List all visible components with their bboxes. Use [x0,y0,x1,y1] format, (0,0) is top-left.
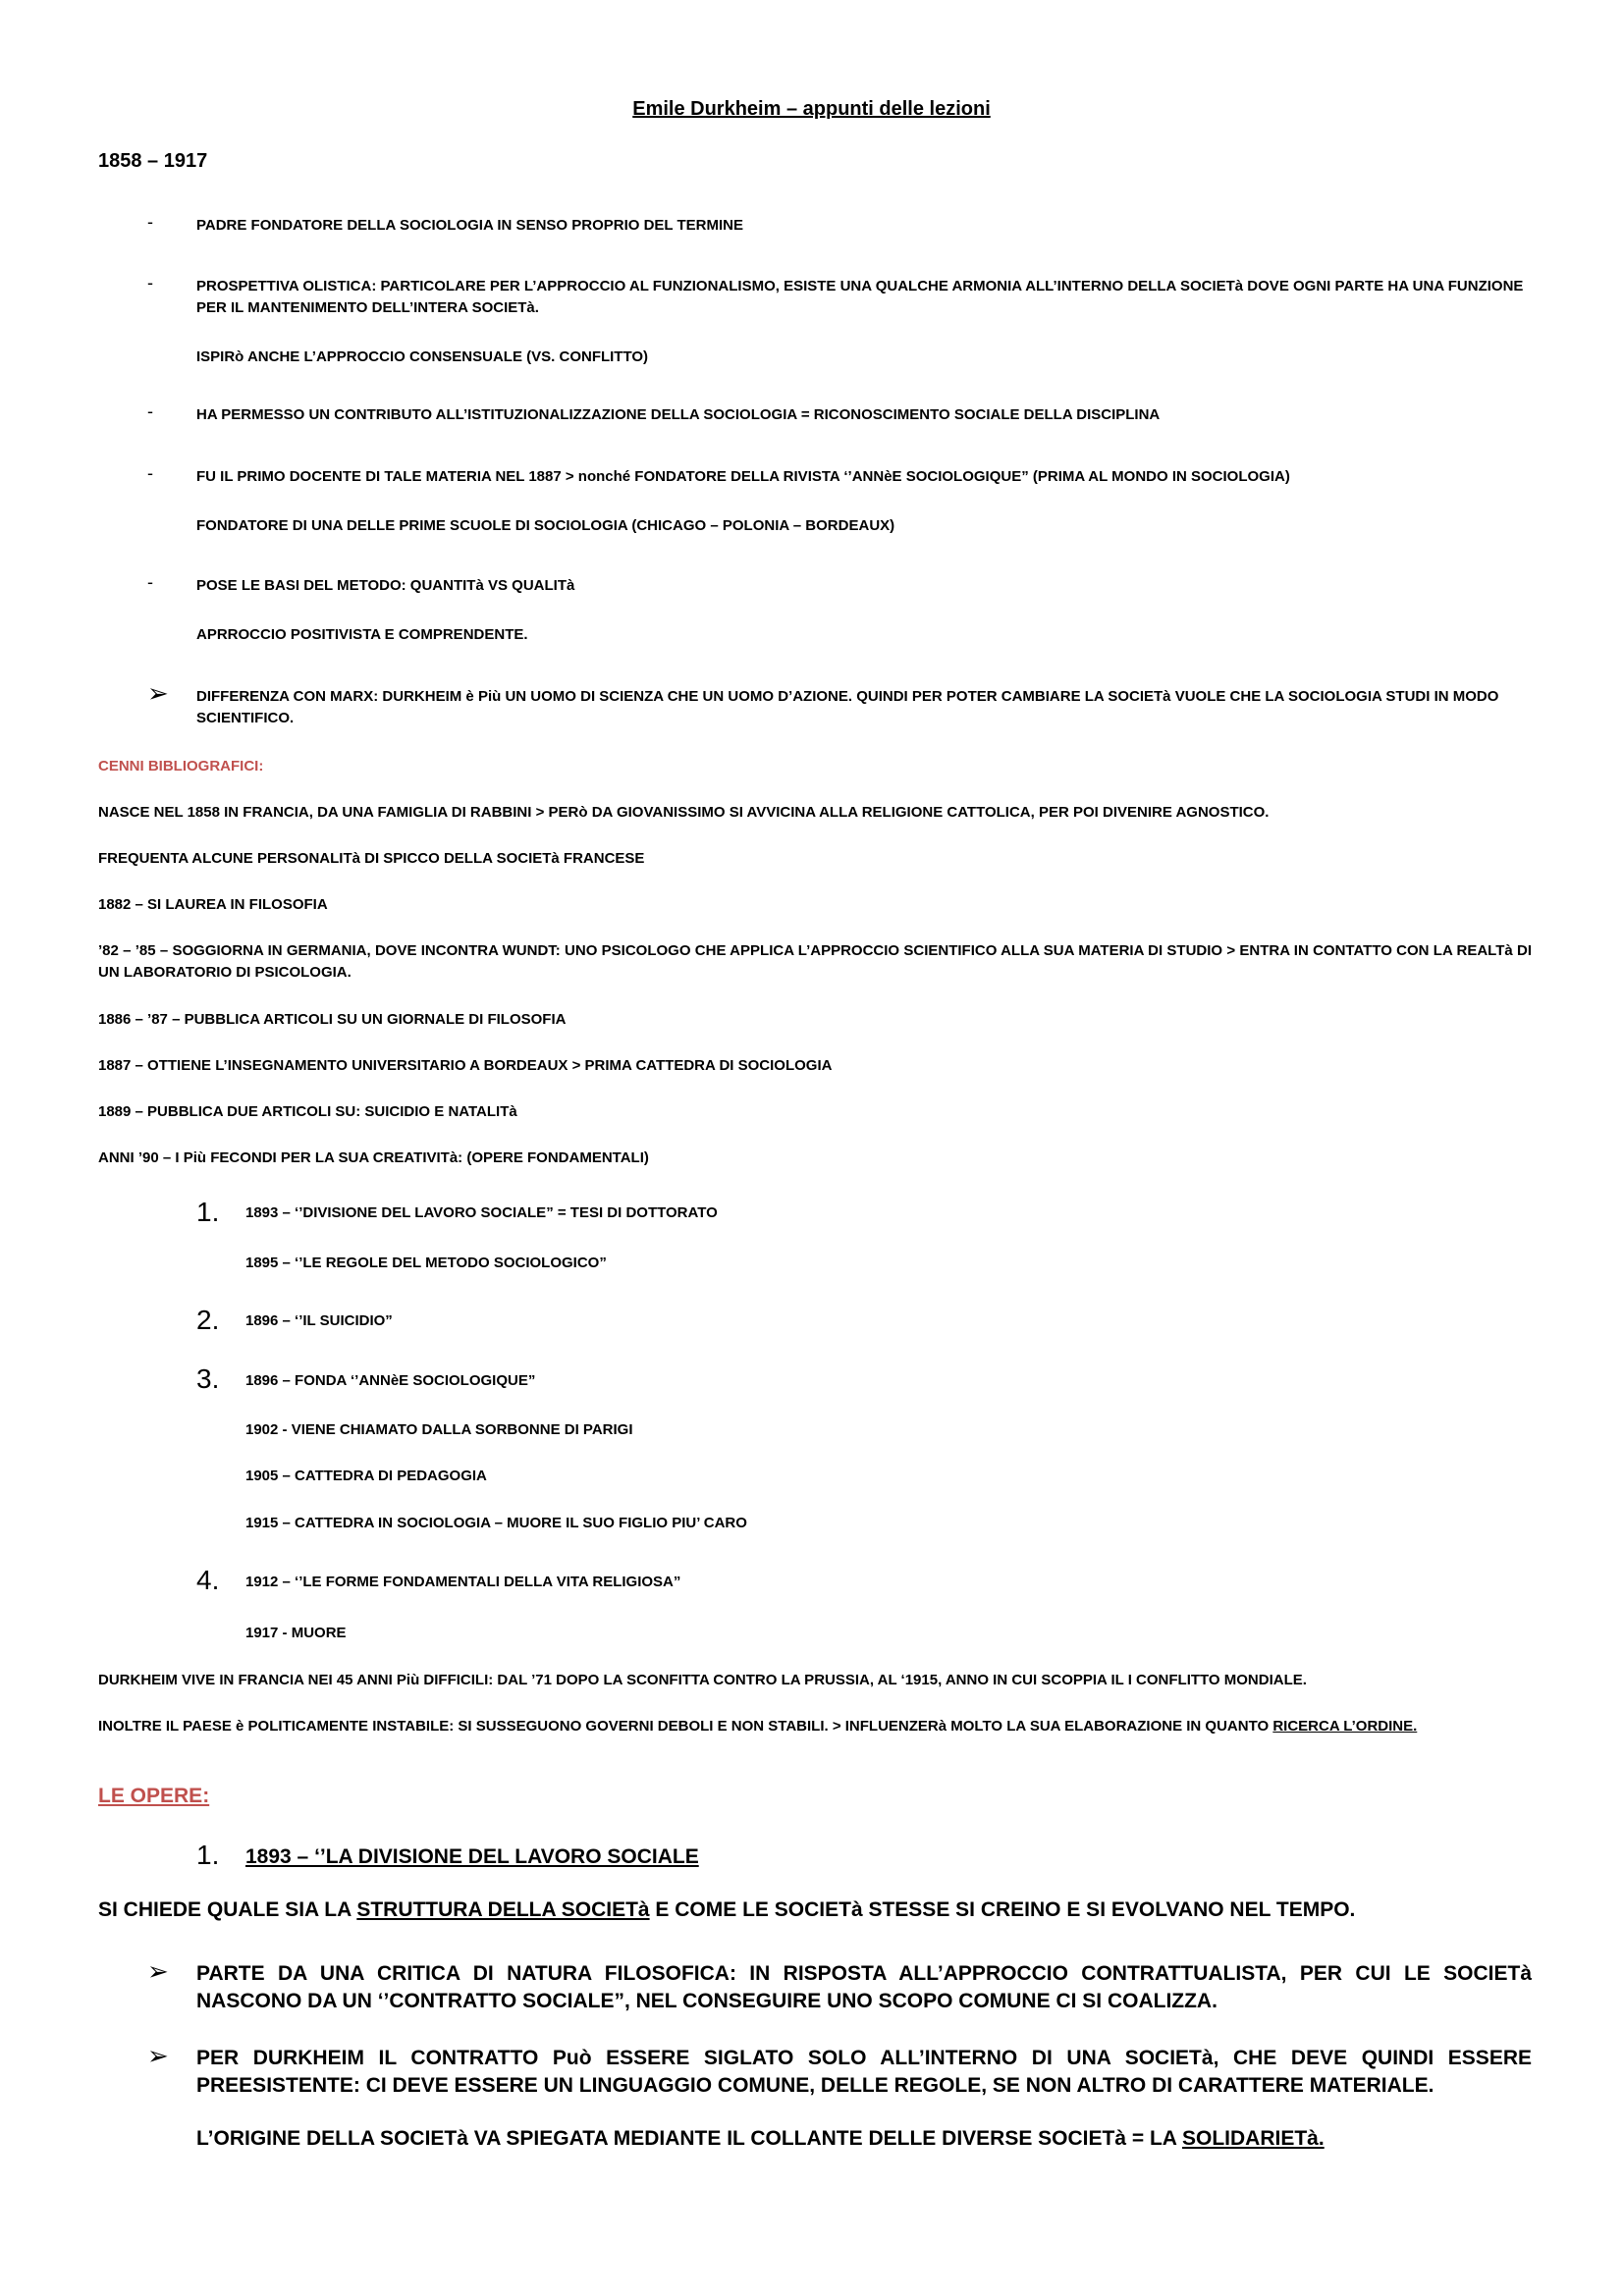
dash-marker: - [147,273,153,293]
list-number: 1. [196,1197,220,1227]
bullet-subline: APRROCCIO POSITIVISTA E COMPRENDENTE. [196,626,528,643]
list-number: 2. [196,1305,220,1335]
works-item: 1896 – FONDA ‘’ANNèE SOCIOLOGIQUE” [245,1372,536,1389]
dash-marker: - [147,401,153,421]
biography-line: 1886 – ’87 – PUBBLICA ARTICOLI SU UN GIORNALE DI FILOSOFIA [98,1011,567,1028]
opere-point: PARTE DA UNA CRITICA DI NATURA FILOSOFICA: IN RISPOSTA ALL’APPROCCIO CONTRATTUALISTA, PER CUI LE SOCIETà NASCONO DA UN ‘’CONTRATTO SOCIALE”, NEL CONSEGUIRE UNO SCOPO COMUNE CI SI COALIZZA. [196,1962,1532,2012]
works-item: 1896 – ‘’IL SUICIDIO” [245,1312,393,1329]
life-dates: 1858 – 1917 [98,150,208,172]
bullet-item: DIFFERENZA CON MARX: DURKHEIM è Più UN UOMO DI SCIENZA CHE UN UOMO D’AZIONE. QUINDI PER POTER CAMBIARE LA SOCIETà VUOLE CHE LA SOCIOLOGIA STUDI IN MODO SCIENTIFICO. [196,688,1499,726]
opere-point [196,2125,1532,2153]
question-text: SI CHIEDE QUALE SIA LA [98,1898,357,1921]
question-underlined: STRUTTURA DELLA SOCIETà [356,1898,650,1921]
biography-line: NASCE NEL 1858 IN FRANCIA, DA UNA FAMIGLIA DI RABBINI > PERò DA GIOVANISSIMO SI AVVICINA ALLA RELIGIONE CATTOLICA, PER POI DIVENIRE AGNOSTICO. [98,804,1270,821]
list-number: 3. [196,1363,220,1394]
biography-line: FREQUENTA ALCUNE PERSONALITà DI SPICCO DELLA SOCIETà FRANCESE [98,850,645,867]
list-number: 1. [196,1840,220,1870]
bullet-item: HA PERMESSO UN CONTRIBUTO ALL’ISTITUZIONALIZZAZIONE DELLA SOCIOLOGIA = RICONOSCIMENTO SOCIALE DELLA DISCIPLINA [196,406,1161,423]
point-underlined: SOLIDARIETà. [1182,2127,1325,2150]
bullet-item: PROSPETTIVA OLISTICA: PARTICOLARE PER L’APPROCCIO AL FUNZIONALISMO, ESISTE UNA QUALCHE ARMONIA ALL’INTERNO DELLA SOCIETà DOVE OGNI PARTE HA UNA FUNZIONE PER IL MANTENIMENTO DELL’INTERA SOCIETà. [196,278,1524,316]
context-text: INOLTRE IL PAESE è POLITICAMENTE INSTABILE: SI SUSSEGUONO GOVERNI DEBOLI E NON STABILI. > INFLUENZERà MOLTO LA SUA ELABORAZIONE IN QUANTO [98,1718,1273,1735]
bullet-subline: FONDATORE DI UNA DELLE PRIME SCUOLE DI SOCIOLOGIA (CHICAGO – POLONIA – BORDEAUX) [196,517,895,534]
works-item: 1902 - VIENE CHIAMATO DALLA SORBONNE DI PARIGI [245,1421,633,1438]
opere-heading: LE OPERE: [98,1785,210,1807]
bullet-subline: ISPIRò ANCHE L’APPROCCIO CONSENSUALE (VS. CONFLITTO) [196,348,649,365]
page-title: Emile Durkheim – appunti delle lezioni [632,98,991,120]
arrow-bullet-icon: ➢ [147,1956,169,1986]
context-underlined: RICERCA L’ORDINE. [1272,1718,1418,1735]
works-item: 1912 – ‘’LE FORME FONDAMENTALI DELLA VITA RELIGIOSA” [245,1574,681,1590]
bullet-item: FU IL PRIMO DOCENTE DI TALE MATERIA NEL 1887 > nonché FONDATORE DELLA RIVISTA ‘’ANNèE SOCIOLOGIQUE” (PRIMA AL MONDO IN SOCIOLOGIA) [196,468,1290,485]
biography-line: ’82 – ’85 – SOGGIORNA IN GERMANIA, DOVE INCONTRA WUNDT: UNO PSICOLOGO CHE APPLICA L’APPROCCIO SCIENTIFICO ALLA SUA MATERIA DI STUDIO > ENTRA IN CONTATTO CON LA REALTà DI UN LABORATORIO DI PSICOLOGIA. [98,942,1532,981]
biography-line: ANNI ’90 – I Più FECONDI PER LA SUA CREATIVITà: (OPERE FONDAMENTALI) [98,1149,649,1166]
biography-heading: CENNI BIBLIOGRAFICI: [98,758,264,774]
bullet-item: PADRE FONDATORE DELLA SOCIOLOGIA IN SENSO PROPRIO DEL TERMINE [196,217,743,234]
opere-point: PER DURKHEIM IL CONTRATTO Può ESSERE SIGLATO SOLO ALL’INTERNO DI UNA SOCIETà, CHE DEVE QUINDI ESSERE PREESISTENTE: CI DEVE ESSERE UN LINGUAGGIO COMUNE, DELLE REGOLE, SE NON ALTRO DI CARATTERE MATERIALE. [196,2047,1532,2097]
list-number: 4. [196,1565,220,1595]
arrow-bullet-icon: ➢ [147,678,169,708]
works-item: 1917 - MUORE [245,1625,347,1641]
arrow-bullet-icon: ➢ [147,2041,169,2070]
opere-item-title: 1893 – ‘’LA DIVISIONE DEL LAVORO SOCIALE [245,1845,699,1868]
dash-marker: - [147,212,153,232]
biography-line: 1887 – OTTIENE L’INSEGNAMENTO UNIVERSITARIO A BORDEAUX > PRIMA CATTEDRA DI SOCIOLOGIA [98,1057,833,1074]
works-item: 1893 – ‘’DIVISIONE DEL LAVORO SOCIALE” = TESI DI DOTTORATO [245,1204,718,1221]
context-line: DURKHEIM VIVE IN FRANCIA NEI 45 ANNI Più DIFFICILI: DAL ’71 DOPO LA SCONFITTA CONTRO LA PRUSSIA, AL ‘1915, ANNO IN CUI SCOPPIA IL I CONFLITTO MONDIALE. [98,1672,1307,1688]
context-line [98,1716,1532,1737]
biography-line: 1882 – SI LAUREA IN FILOSOFIA [98,896,328,913]
dash-marker: - [147,572,153,592]
question-text: E COME LE SOCIETà STESSE SI CREINO E SI EVOLVANO NEL TEMPO. [649,1898,1356,1921]
point-text: L’ORIGINE DELLA SOCIETà VA SPIEGATA MEDIANTE IL COLLANTE DELLE DIVERSE SOCIETà = LA [196,2127,1183,2150]
works-item: 1905 – CATTEDRA DI PEDAGOGIA [245,1468,487,1484]
works-item: 1915 – CATTEDRA IN SOCIOLOGIA – MUORE IL SUO FIGLIO PIU’ CARO [245,1515,747,1531]
works-item: 1895 – ‘’LE REGOLE DEL METODO SOCIOLOGICO” [245,1255,607,1271]
dash-marker: - [147,463,153,483]
bullet-item: POSE LE BASI DEL METODO: QUANTITà VS QUALITà [196,577,575,594]
opere-question [98,1896,1532,1924]
biography-line: 1889 – PUBBLICA DUE ARTICOLI SU: SUICIDIO E NATALITà [98,1103,517,1120]
